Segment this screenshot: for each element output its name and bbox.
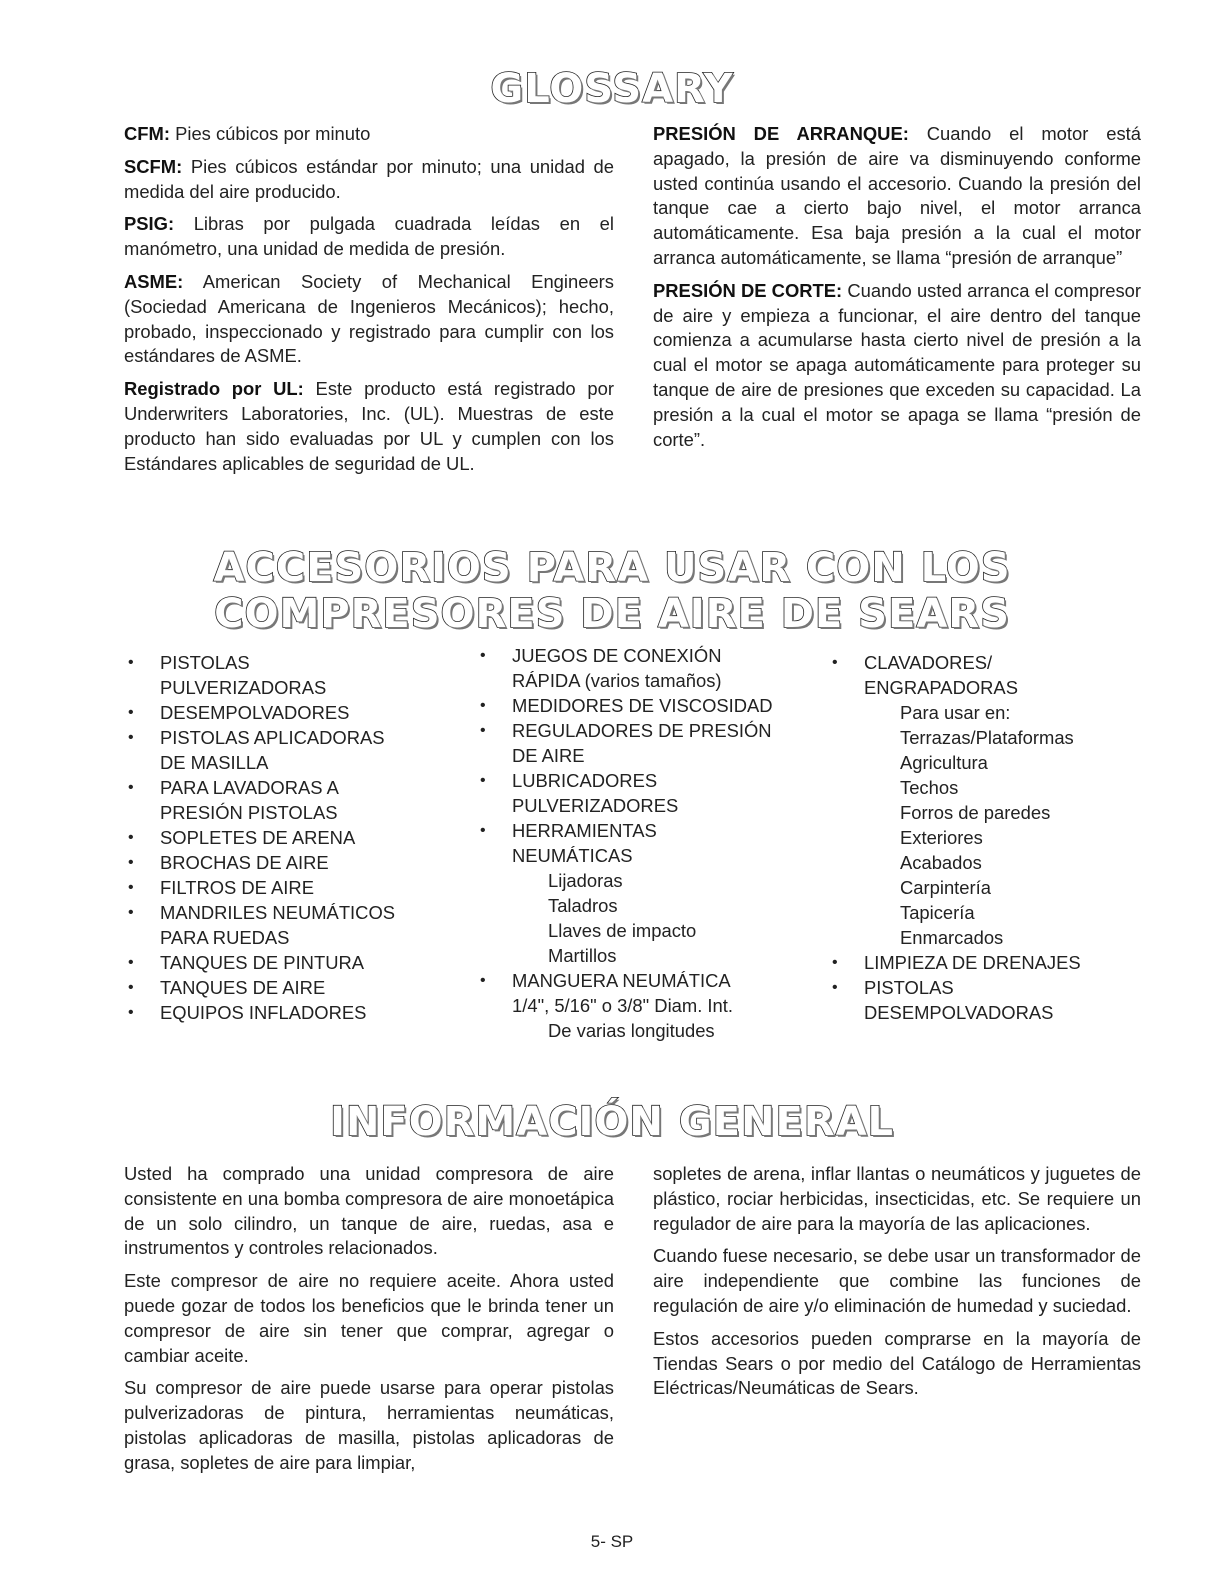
accessory-item: 1/4", 5/16" o 3/8" Diam. Int. [512, 995, 733, 1016]
glossary-entry [653, 279, 1141, 453]
glossary-entry [124, 212, 614, 262]
accessory-item: PULVERIZADORES [512, 795, 679, 816]
accessory-subitem: Tapicería [900, 902, 975, 923]
accessory-subitem: Enmarcados [900, 927, 1004, 948]
accessory-item: • PISTOLAS [126, 650, 456, 675]
glossary-entry [653, 122, 1141, 271]
glossary-entry [124, 377, 614, 476]
accessory-item: DE AIRE [512, 745, 585, 766]
glossary-term: PRESIÓN DE ARRANQUE: [653, 123, 909, 144]
accessories-title-line1: ACCESORIOS PARA USAR CON LOS [213, 545, 1011, 591]
glossary-left-column [124, 122, 614, 484]
accessory-subitem: Exteriores [900, 827, 983, 848]
accessories-title-line2: COMPRESORES DE AIRE DE SEARS [214, 591, 1010, 637]
glossary-definition: Cuando el motor está apagado, la presión de aire va disminuyendo conforme usted continúa usando el accesorio. Cuando la presión del tanque cae a cierto bajo nivel, el motor arranca automáticamente. Esa baja presión a la cual el motor arranca automáticamente, se llama “presión de arranque” [653, 123, 1141, 268]
accessories-title [0, 545, 1224, 637]
accessory-item: NEUMÁTICAS [512, 845, 633, 866]
general-paragraph: Su compresor de aire puede usarse para operar pistolas pulverizadoras de pintura, herramientas neumáticas, pistolas aplicadoras de masilla, pistolas aplicadoras de grasa, sopletes de aire para limpiar, [124, 1377, 614, 1473]
accessory-item: DESEMPOLVADORAS [864, 1002, 1054, 1023]
accessory-subitem: Lijadoras [548, 870, 623, 891]
accessory-subitem: Carpintería [900, 877, 991, 898]
accessory-item: • PISTOLAS [830, 975, 1160, 1000]
accessory-subitem: Llaves de impacto [548, 920, 697, 941]
glossary-definition: American Society of Mechanical Engineers (Sociedad Americana de Ingenieros Mecánicos); hecho, probado, inspeccionado y registrado para cumplir con los estándares de ASME. [124, 270, 614, 367]
accessory-item: ENGRAPADORAS [864, 677, 1018, 698]
accessories-list-col2 [478, 643, 818, 1043]
accessory-item: • MEDIDORES DE VISCOSIDAD [478, 693, 818, 718]
accessories-list-col3 [830, 650, 1160, 1025]
general-info-right-column [653, 1162, 1141, 1409]
accessory-item: • MANDRILES NEUMÁTICOS [126, 900, 456, 925]
glossary-definition: Cuando usted arranca el compresor de aire y empieza a funcionar, el aire dentro del tanque comienza a acumularse hasta cierto nivel de presión a la cual el motor se apaga automáticamente para proteger su tanque de aire de presiones que exceden su capacidad. La presión a la cual el motor se apaga se llama “presión de corte”. [653, 279, 1141, 450]
accessory-item: • CLAVADORES/ [830, 650, 1160, 675]
accessory-subitem: Taladros [548, 895, 618, 916]
accessory-subitem: Acabados [900, 852, 982, 873]
accessory-item: • HERRAMIENTAS [478, 818, 818, 843]
accessory-item: • SOPLETES DE ARENA [126, 825, 456, 850]
glossary-term: PSIG: [124, 213, 175, 235]
accessory-item: DE MASILLA [160, 752, 269, 773]
accessory-item: • MANGUERA NEUMÁTICA [478, 968, 818, 993]
general-paragraph: Este compresor de aire no requiere aceite. Ahora usted puede gozar de todos los beneficios que le brinda tener un compresor de aire sin tener que comprar, agregar o cambiar aceite. [124, 1270, 614, 1366]
accessory-subitem: De varias longitudes [548, 1020, 715, 1041]
glossary-term: PRESIÓN DE CORTE: [653, 279, 843, 301]
general-paragraph: Usted ha comprado una unidad compresora de aire consistente en una bomba compresora de aire monoetápica de un solo cilindro, un tanque de aire, ruedas, asa e instrumentos y controles relacionados. [124, 1163, 614, 1259]
accessory-item: • REGULADORES DE PRESIÓN [478, 718, 818, 743]
glossary-definition: Libras por pulgada cuadrada leídas en el manómetro, una unidad de medida de presión. [124, 213, 614, 260]
glossary-right-column [653, 122, 1141, 460]
accessory-item: • BROCHAS DE AIRE [126, 850, 456, 875]
general-info-title: INFORMACIÓN GENERAL [329, 1099, 895, 1145]
glossary-entry [124, 270, 614, 369]
accessory-item: RÁPIDA (varios tamaños) [512, 670, 722, 691]
glossary-title: GLOSSARY [490, 66, 734, 112]
glossary-term: Registrado por UL: [124, 378, 304, 400]
general-paragraph: Cuando fuese necesario, se debe usar un transformador de aire independiente que combine las funciones de regulación de aire y/o eliminación de humedad y suciedad. [653, 1245, 1141, 1316]
accessory-item: • LIMPIEZA DE DRENAJES [830, 950, 1160, 975]
glossary-term: ASME: [124, 270, 184, 292]
accessory-item: • LUBRICADORES [478, 768, 818, 793]
accessory-subitem: Para usar en: [900, 702, 1011, 723]
accessory-item: • PARA LAVADORAS A [126, 775, 456, 800]
accessory-item: • DESEMPOLVADORES [126, 700, 456, 725]
general-paragraph: sopletes de arena, inflar llantas o neumáticos y juguetes de plástico, rociar herbicidas, insecticidas, etc. Se requiere un regulador de aire para la mayoría de las aplicaciones. [653, 1163, 1141, 1234]
glossary-entry [124, 155, 614, 205]
glossary-definition: Pies cúbicos por minuto [175, 123, 371, 144]
glossary-definition: Pies cúbicos estándar por minuto; una unidad de medida del aire producido. [124, 155, 614, 202]
glossary-term: SCFM: [124, 155, 183, 177]
accessory-item: • JUEGOS DE CONEXIÓN [478, 643, 818, 668]
accessory-item: PARA RUEDAS [160, 927, 290, 948]
glossary-definition: Este producto está registrado por Underwriters Laboratories, Inc. (UL). Muestras de este producto han sido evaluadas por UL y cumplen con los Estándares aplicables de seguridad de UL. [124, 378, 614, 474]
accessory-subitem: Terrazas/Plataformas [900, 727, 1074, 748]
accessory-item: • TANQUES DE AIRE [126, 975, 456, 1000]
accessory-subitem: Martillos [548, 945, 617, 966]
accessory-subitem: Agricultura [900, 752, 988, 773]
accessory-subitem: Forros de paredes [900, 802, 1051, 823]
accessory-item: PRESIÓN PISTOLAS [160, 802, 338, 823]
accessory-item: • EQUIPOS INFLADORES [126, 1000, 456, 1025]
glossary-entry [124, 122, 614, 147]
accessory-item: • TANQUES DE PINTURA [126, 950, 456, 975]
accessory-subitem: Techos [900, 777, 959, 798]
general-paragraph: Estos accesorios pueden comprarse en la mayoría de Tiendas Sears o por medio del Catálogo de Herramientas Eléctricas/Neumáticas de Sears. [653, 1327, 1141, 1399]
accessory-item: • FILTROS DE AIRE [126, 875, 456, 900]
glossary-term: CFM: [124, 123, 170, 144]
accessories-list-col1 [126, 650, 456, 1025]
general-info-left-column [124, 1162, 614, 1484]
page-number: 5- SP [590, 1532, 634, 1551]
accessory-item: • PISTOLAS APLICADORAS [126, 725, 456, 750]
accessory-item: PULVERIZADORAS [160, 677, 327, 698]
